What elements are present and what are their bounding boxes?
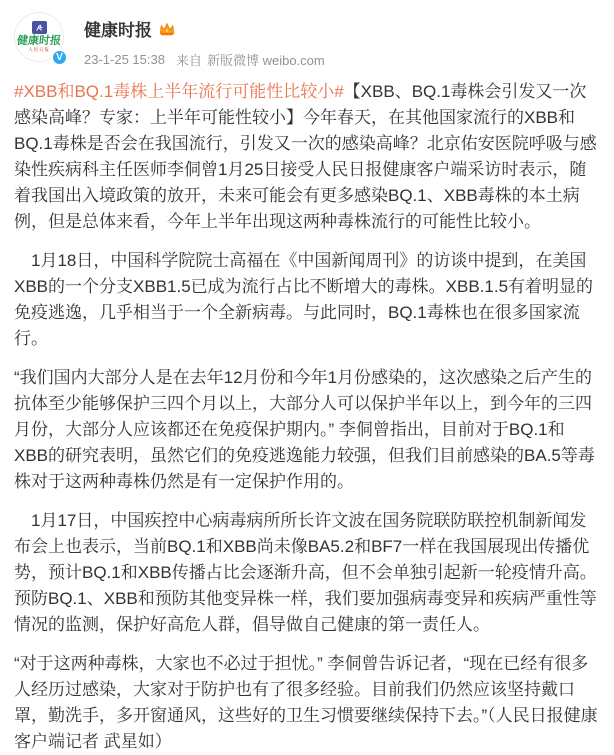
paragraph-1 bbox=[14, 79, 598, 235]
avatar-logo-text: 健康时报 bbox=[16, 35, 62, 47]
post-header bbox=[14, 12, 598, 69]
post-content bbox=[14, 79, 598, 755]
paragraph-4: 1月17日，中国疾控中心病毒病所所长许文波在国务院联防联控机制新闻发布会上也表示，当前BQ.1和XBB尚未像BA5.2和BF7一样在我国展现出传播优势，预计BQ.1和XBB传播占比会逐渐升高，但不会单独引起新一轮疫情升高。预防BQ.1、XBB和预防其他变异株一样，我们要加强病毒变异和疾病严重性等情况的监测，保护好高危人群，倡导做自己健康的第一责任人。 bbox=[14, 511, 597, 634]
paragraph-3: “我们国内大部分人是在去年12月份和今年1月份感染的，这次感染之后产生的抗体至少能够保护三四个月以上，大部分人可以保护半年以上，到今年的三四月份，大部分人应该都还在免疫保护期内。” 李侗曾指出，目前对于BQ.1和XBB的研究表明，虽然它们的免疫逃逸能力较强，但我们目前感染的BA.5等毒株对于这两种毒株仍然是有一定保护作用的。 bbox=[14, 368, 595, 491]
avatar-logo-subtext: 人民日报 bbox=[28, 47, 50, 53]
paragraph-2: 1月18日，中国科学院院士高福在《中国新闻周刊》的访谈中提到，在美国XBB的一个分支XBB1.5已成为流行占比不断增大的毒株。XBB.1.5有着明显的免疫逃逸，几乎相当于一个全新病毒。与此同时，BQ.1毒株也在很多国家流行。 bbox=[14, 251, 594, 348]
avatar-logo-figure bbox=[32, 21, 47, 34]
vip-crown-icon bbox=[158, 21, 176, 37]
source-prefix: 来自 bbox=[175, 53, 202, 68]
avatar[interactable] bbox=[14, 12, 66, 64]
source-link[interactable]: 新版微博 weibo.com bbox=[206, 53, 325, 68]
screen-name[interactable]: 健康时报 bbox=[84, 21, 152, 40]
paragraph-5: “对于这两种毒株，大家也不必过于担忧。” 李侗曾告诉记者，“现在已经有很多人经历过感染，大家对于防护也有了很多经验。目前我们仍然应该坚持戴口罩，勤洗手，多开窗通风，这些好的卫生习惯要继续保持下去。”（人民日报健康客户端记者 武星如） bbox=[14, 654, 598, 751]
timestamp: 23-1-25 15:38 bbox=[84, 52, 165, 67]
runner-glyph-icon bbox=[35, 23, 44, 32]
header-info bbox=[84, 12, 325, 69]
paragraph-1-text: 【XBB、BQ.1毒株会引发又一次感染高峰？专家：上半年可能性较小】今年春天，在其他国家流行的XBB和BQ.1毒株是否会在我国流行，引发又一次的感染高峰？北京佑安医院呼吸与感染性疾病科主任医师李侗曾1月25日接受人民日报健康客户端采访时表示，随着我国出入境政策的放开，未来可能会有更多感染BQ.1、XBB毒株的本土病例，但是总体来看，今年上半年出现这两种毒株流行的可能性比较小。 bbox=[14, 82, 597, 231]
post-meta bbox=[84, 50, 325, 69]
verified-v-icon: V bbox=[51, 49, 68, 66]
hashtag-link[interactable]: #XBB和BQ.1毒株上半年流行可能性比较小# bbox=[14, 82, 344, 101]
